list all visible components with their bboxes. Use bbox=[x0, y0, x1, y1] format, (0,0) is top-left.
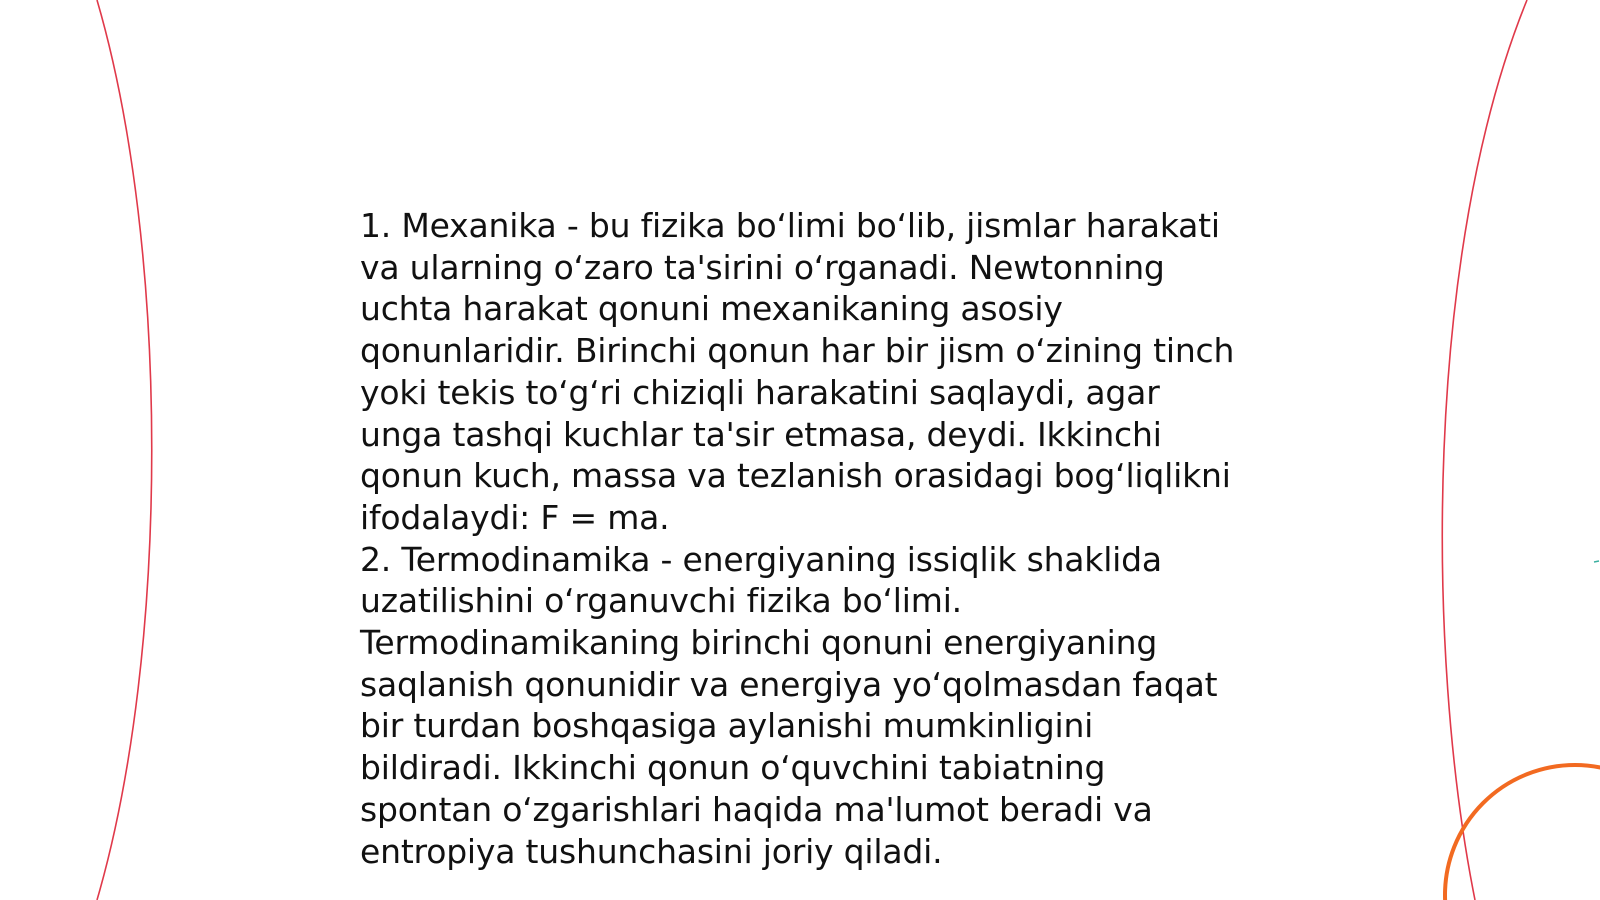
paragraph-mechanics: 1. Mexanika - bu fizika boʻlimi boʻlib, jismlar harakati va ularning oʻzaro ta'sirini oʻrganadi. Newtonning uchta harakat qonuni mexanikaning asosiy qonunlaridir. Birinchi qonun har bir jism oʻzining tinch yoki tekis toʻgʻri chiziqli harakatini saqlaydi, agar unga tashqi kuchlar ta'sir etmasa, deydi. Ikkinchi qonun kuch, massa va tezlanish orasidagi bogʻliqlikni ifodalaydi: F = ma. bbox=[360, 206, 1235, 537]
orange-ring bbox=[1445, 765, 1600, 900]
body-text bbox=[360, 205, 1240, 872]
small-mark bbox=[1594, 561, 1599, 562]
right-curve bbox=[1442, 0, 1527, 900]
left-curve bbox=[97, 0, 152, 900]
paragraph-thermodynamics: 2. Termodinamika - energiyaning issiqlik shaklida uzatilishini oʻrganuvchi fizika boʻlimi. Termodinamikaning birinchi qonuni energiyaning saqlanish qonunidir va energiya yoʻqolmasdan faqat bir turdan boshqasiga aylanishi mumkinligini bildiradi. Ikkinchi qonun oʻquvchini tabiatning spontan oʻzgarishlari haqida ma'lumot beradi va entropiya tushunchasini joriy qiladi. bbox=[360, 539, 1218, 871]
